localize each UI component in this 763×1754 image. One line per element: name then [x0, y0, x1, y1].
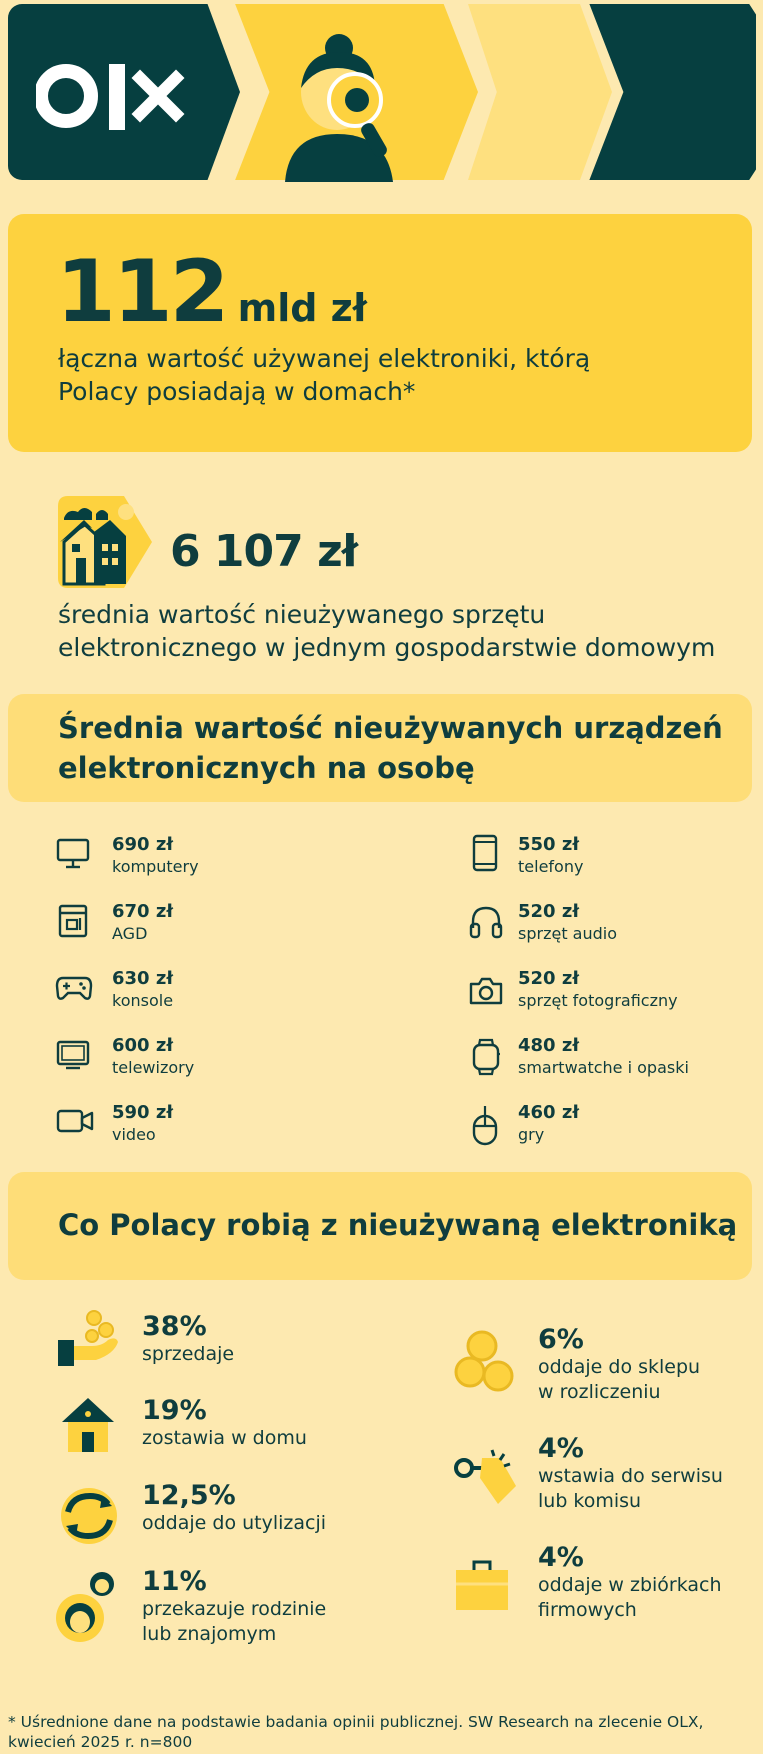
list-item: 12,5% oddaje do utylizacji [142, 1480, 327, 1534]
list-item: 4% wstawia do serwisu lub komisu [538, 1433, 723, 1512]
list-item: 38% sprzedaje [142, 1311, 235, 1365]
list-item: 19% zostawia w domu [142, 1395, 307, 1449]
list-item: 4% oddaje w zbiórkach firmowych [538, 1542, 722, 1621]
people-icon [56, 1570, 116, 1644]
list-item: 690 zł komputery [112, 834, 199, 876]
selling-hand-coins-icon [56, 1310, 122, 1368]
list-item: 460 zł gry [518, 1102, 579, 1144]
list-item: 520 zł sprzęt fotograficzny [518, 968, 678, 1010]
camera-icon [468, 976, 504, 1006]
smartwatch-icon [471, 1038, 501, 1076]
list-item: 480 zł smartwatche i opaski [518, 1035, 689, 1077]
video-camera-icon [56, 1108, 94, 1134]
price-tag-icon [452, 1448, 522, 1508]
briefcase-icon [454, 1560, 510, 1612]
total-value-description: łączna wartość używanej elektroniki, którą Polacy posiadają w domach* [58, 344, 591, 406]
list-item: 6% oddaje do sklepu w rozliczeniu [538, 1324, 701, 1403]
total-value-number: 112 [56, 242, 227, 342]
household-description: średnia wartość nieużywanego sprzętu elektronicznego w jednym gospodarstwie domowym [58, 600, 716, 662]
phone-icon [472, 834, 498, 872]
list-item: 520 zł sprzęt audio [518, 901, 618, 943]
household-value: 6 107 zł [170, 526, 358, 577]
house-icon [60, 1396, 116, 1454]
list-item: 590 zł video [112, 1102, 173, 1144]
coins-icon [454, 1330, 516, 1396]
mouse-icon [472, 1104, 498, 1146]
coffee-machine-icon [56, 904, 90, 938]
list-item: 11% przekazuje rodzinie lub znajomym [142, 1566, 327, 1645]
list-item: 600 zł telewizory [112, 1035, 195, 1077]
recycle-icon [56, 1486, 122, 1546]
header-banner [0, 0, 763, 185]
list-item: 670 zł AGD [112, 901, 173, 943]
tv-icon [56, 1040, 90, 1070]
list-item: 630 zł konsole [112, 968, 174, 1010]
woman-magnifier-icon [275, 22, 415, 182]
headphones-icon [468, 904, 504, 940]
footnote: * Uśrednione dane na podstawie badania opinii publicznej. SW Research na zlecenie OLX, kwiecień 2025 r. n=800 [8, 1713, 704, 1751]
gamepad-icon [55, 972, 93, 1002]
total-value-unit: mld zł [237, 286, 367, 330]
monitor-icon [56, 836, 90, 870]
per-person-title: Średnia wartość nieużywanych urządzeń elektronicznych na osobę [58, 711, 723, 785]
olx-logo-icon [36, 56, 196, 136]
actions-title: Co Polacy robią z nieużywaną elektroniką [58, 1208, 738, 1242]
list-item: 550 zł telefony [518, 834, 584, 876]
total-value [56, 242, 367, 342]
houses-icon [58, 496, 152, 588]
